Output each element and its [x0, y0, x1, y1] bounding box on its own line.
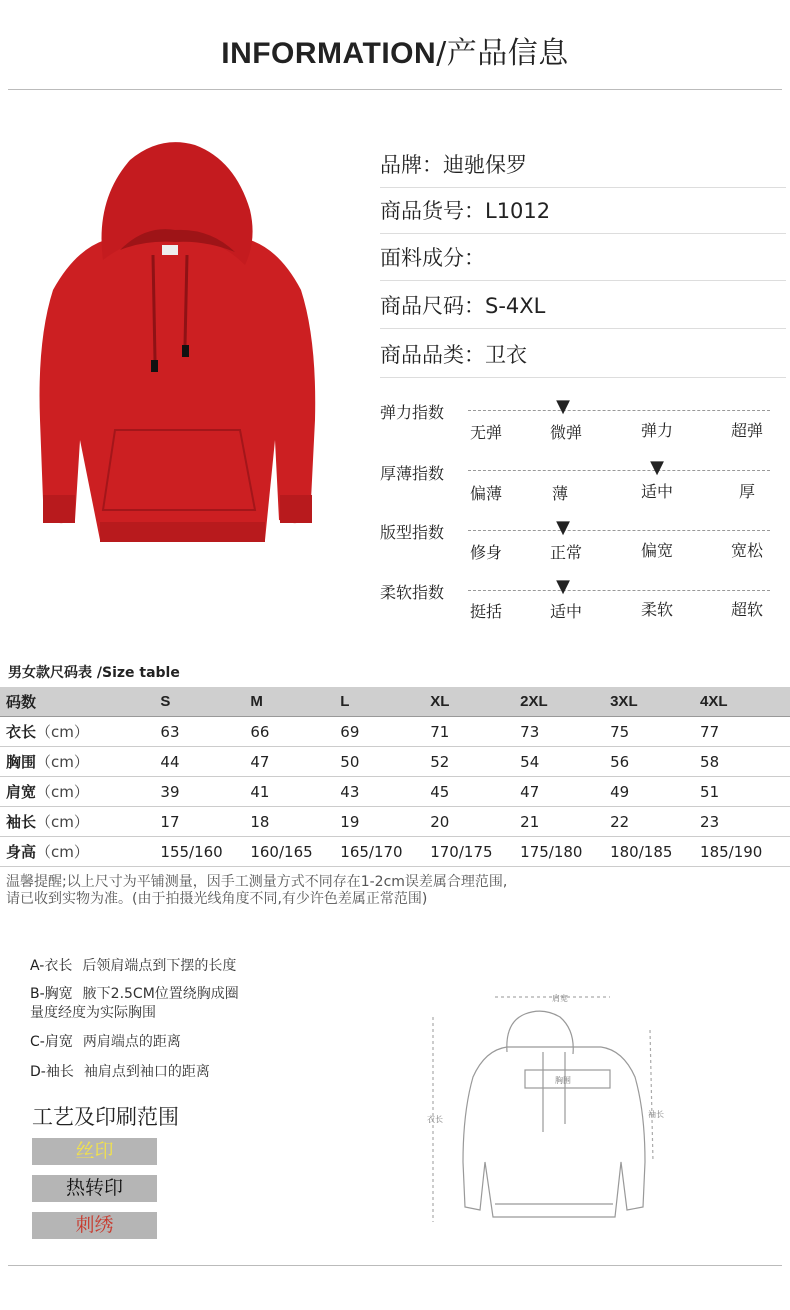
index-option: 适中: [640, 482, 673, 501]
index-label: 版型指数: [380, 523, 445, 542]
row-unit: （cm）: [36, 813, 89, 831]
table-row: [0, 777, 790, 807]
index-option: 偏宽: [640, 541, 673, 560]
size-header: 4XL: [700, 687, 790, 717]
measurement-item: [30, 1033, 181, 1052]
table-cell: 17: [152, 807, 250, 837]
measurement-item: [30, 985, 239, 1023]
table-cell: 20: [430, 807, 520, 837]
table-row: [0, 717, 790, 747]
measurement-key: B-胸宽: [30, 986, 73, 1002]
index-label: 弹力指数: [380, 403, 445, 422]
table-cell: 54: [520, 747, 610, 777]
table-cell: 23: [700, 807, 790, 837]
table-cell: 43: [340, 777, 430, 807]
index-option: 微弹: [549, 423, 582, 442]
row-unit: （cm）: [36, 753, 89, 771]
index-option: 超软: [730, 600, 763, 619]
table-row: [0, 807, 790, 837]
table-cell: 180/185: [610, 837, 700, 867]
row-label: 衣长: [6, 723, 37, 741]
table-cell: 56: [610, 747, 700, 777]
index-option: 超弹: [730, 421, 763, 440]
table-cell: 21: [520, 807, 610, 837]
table-cell: 165/170: [340, 837, 430, 867]
index-label: 厚薄指数: [380, 464, 445, 483]
index-line: [468, 470, 770, 471]
row-unit: （cm）: [36, 783, 89, 801]
table-cell: 75: [610, 717, 700, 747]
table-cell: 50: [340, 747, 430, 777]
table-cell: 49: [610, 777, 700, 807]
bottom-divider: [8, 1265, 782, 1266]
table-header-label: 码数: [0, 687, 152, 717]
table-cell: 47: [250, 747, 340, 777]
row-unit: （cm）: [36, 843, 89, 861]
index-marker-icon: ▼: [556, 396, 570, 417]
size-note: [6, 874, 507, 908]
row-label: 身高: [6, 843, 37, 861]
index-option: 无弹: [469, 423, 502, 442]
index-option: 宽松: [730, 541, 763, 560]
measurement-desc: 腋下2.5CM位置绕胸成圈: [82, 986, 239, 1002]
sleeve-label: 袖长: [648, 1110, 664, 1119]
index-option: 修身: [469, 543, 502, 562]
table-cell: 58: [700, 747, 790, 777]
row-label: 袖长: [6, 813, 37, 831]
index-marker-icon: ▼: [556, 576, 570, 597]
length-label: 衣长: [427, 1115, 443, 1124]
table-cell: 77: [700, 717, 790, 747]
table-cell: 52: [430, 747, 520, 777]
measurement-desc: 两肩端点的距离: [82, 1034, 181, 1050]
size-header: M: [250, 687, 340, 717]
title-zh: /产品信息: [436, 36, 569, 71]
index-option: 厚: [738, 482, 755, 501]
page-title: [0, 28, 790, 72]
size-header: L: [340, 687, 430, 717]
measurement-desc: 量度经度为实际胸围: [30, 1005, 156, 1021]
shoulder-label: 肩宽: [552, 994, 568, 1003]
chest-label: 胸围: [555, 1076, 571, 1085]
table-cell: 69: [340, 717, 430, 747]
size-note-line: 请已收到实物为准。(由于拍摄光线角度不同,有少许色差属正常范围): [6, 891, 428, 907]
title-en: INFORMATION: [221, 37, 437, 70]
table-cell: 63: [152, 717, 250, 747]
table-row: [0, 747, 790, 777]
index-line: [468, 410, 770, 411]
table-cell: 18: [250, 807, 340, 837]
table-cell: 175/180: [520, 837, 610, 867]
measurement-key: C-肩宽: [30, 1034, 73, 1050]
measurement-key: D-袖长: [30, 1064, 74, 1080]
index-option: 薄: [551, 484, 568, 503]
table-cell: 41: [250, 777, 340, 807]
measurement-item: [30, 957, 236, 976]
craft-option-embroidery: 刺绣: [32, 1212, 157, 1239]
index-marker-icon: ▼: [556, 517, 570, 538]
index-option: 偏薄: [469, 484, 502, 503]
index-option: 正常: [549, 543, 582, 562]
index-option: 弹力: [640, 421, 673, 440]
table-cell: 160/165: [250, 837, 340, 867]
hoodie-photo: [35, 140, 320, 550]
measurement-desc: 后领肩端点到下摆的长度: [82, 958, 237, 974]
table-cell: 155/160: [152, 837, 250, 867]
row-unit: （cm）: [36, 723, 89, 741]
size-header: XL: [430, 687, 520, 717]
index-option: 挺括: [469, 602, 502, 621]
table-cell: 51: [700, 777, 790, 807]
size-header: 2XL: [520, 687, 610, 717]
top-divider: [8, 89, 782, 90]
size-note-line: 温馨提醒;以上尺寸为平铺测量，因手工测量方式不同存在1-2cm误差属合理范围,: [6, 874, 508, 890]
table-header-row: [0, 687, 790, 717]
table-cell: 47: [520, 777, 610, 807]
info-brand: 品牌：迪驰保罗: [380, 143, 786, 188]
table-cell: 39: [152, 777, 250, 807]
size-header: S: [152, 687, 250, 717]
info-sku: 商品货号：L1012: [380, 189, 786, 234]
index-option: 适中: [549, 602, 582, 621]
row-label: 肩宽: [6, 783, 37, 801]
table-cell: 170/175: [430, 837, 520, 867]
info-category: 商品品类：卫衣: [380, 333, 786, 378]
index-marker-icon: ▼: [650, 457, 664, 478]
craft-option-silkscreen: 丝印: [32, 1138, 157, 1165]
table-cell: 19: [340, 807, 430, 837]
measurement-diagram: [415, 982, 665, 1232]
index-line: [468, 590, 770, 591]
table-row: [0, 837, 790, 867]
craft-title: 工艺及印刷范围: [32, 1105, 179, 1129]
index-label: 柔软指数: [380, 583, 445, 602]
size-table: [0, 687, 790, 867]
index-line: [468, 530, 770, 531]
size-table-title: 男女款尺码表 /Size table: [8, 665, 180, 681]
measurement-key: A-衣长: [30, 958, 73, 974]
info-size: 商品尺码：S-4XL: [380, 284, 786, 329]
table-cell: 66: [250, 717, 340, 747]
table-cell: 22: [610, 807, 700, 837]
table-cell: 44: [152, 747, 250, 777]
row-label: 胸围: [6, 753, 37, 771]
measurement-item: [30, 1063, 210, 1082]
table-cell: 45: [430, 777, 520, 807]
info-fabric: 面料成分：: [380, 236, 786, 281]
table-cell: 73: [520, 717, 610, 747]
table-cell: 71: [430, 717, 520, 747]
size-header: 3XL: [610, 687, 700, 717]
index-option: 柔软: [640, 600, 673, 619]
craft-option-heat-transfer: 热转印: [32, 1175, 157, 1202]
table-cell: 185/190: [700, 837, 790, 867]
measurement-desc: 袖肩点到袖口的距离: [83, 1064, 210, 1080]
